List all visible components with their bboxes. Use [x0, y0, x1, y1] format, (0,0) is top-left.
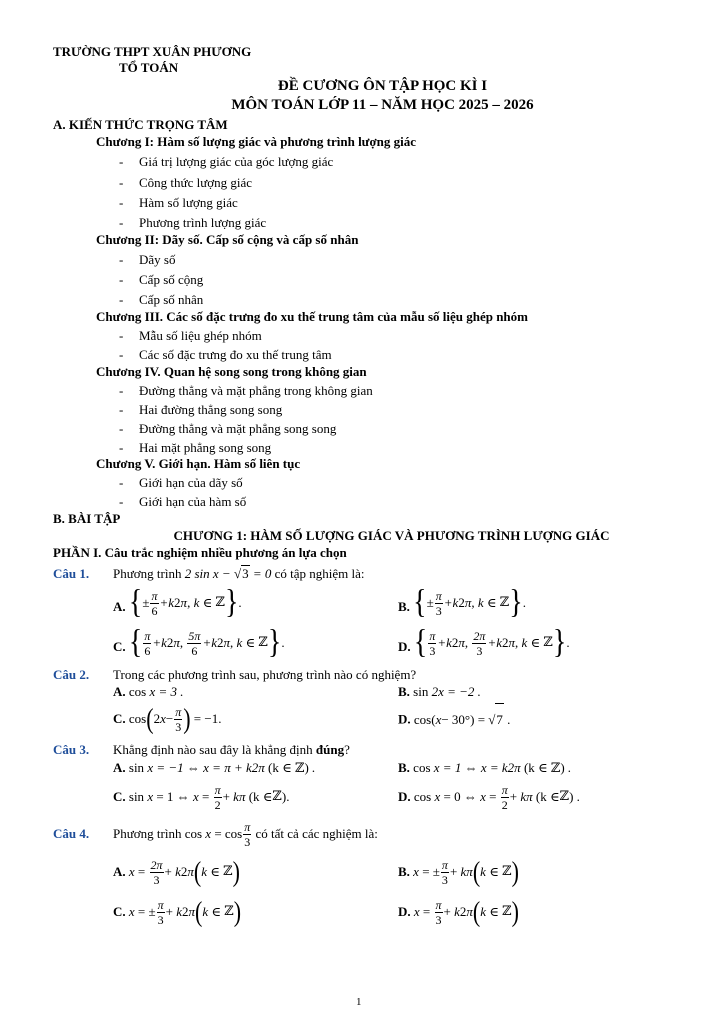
list-bullet: - [119, 328, 124, 343]
question-4-label: Câu 4. [53, 826, 90, 841]
option-a[interactable] [113, 856, 240, 888]
option-expression: { $\frac{\pi}{3}$ +k 2 π , $\frac{2\pi}{3}$ +k 2 π , k ∈ ℤ } . [413, 623, 570, 661]
option-letter: C. [113, 904, 126, 919]
option-letter: B. [398, 864, 410, 879]
chapter-1-title: Chương I: Hàm số lượng giác và phương trình lượng giác [96, 134, 417, 149]
question-text: ? [344, 742, 350, 757]
list-bullet: - [119, 272, 124, 287]
question-text: Khẳng định nào sau đây là khẳng định [113, 742, 316, 757]
list-item: Mẫu số liệu ghép nhóm [139, 328, 262, 343]
option-b[interactable] [398, 856, 519, 888]
question-2-text: Trong các phương trình sau, phương trình nào có nghiệm? [113, 667, 417, 682]
option-b[interactable] [398, 583, 526, 623]
option-expression: x = $\frac{\pi}{3}$ + k 2 π ( k ∈ ℤ ) [413, 895, 519, 928]
option-a[interactable] [113, 684, 184, 700]
question-1-label: Câu 1. [53, 566, 90, 581]
list-item: Hai đường thẳng song song [139, 402, 283, 417]
list-bullet: - [119, 440, 124, 455]
equation: 2 sin x − √3 = 0 [184, 566, 272, 581]
list-item: Công thức lượng giác [139, 175, 253, 190]
section-b-heading: B. BÀI TẬP [53, 511, 121, 526]
option-letter: C. [113, 711, 126, 726]
list-bullet: - [119, 195, 124, 210]
option-d[interactable] [398, 896, 519, 928]
option-a[interactable] [113, 583, 242, 623]
question-3-text [113, 742, 350, 758]
option-letter: A. [113, 864, 126, 879]
page-number: 1 [356, 996, 362, 1008]
list-bullet: - [119, 421, 124, 436]
list-item: Hai mặt phẳng song song [139, 440, 272, 455]
list-item: Các số đặc trưng đo xu thế trung tâm [139, 347, 332, 362]
question-emphasis: đúng [315, 742, 345, 757]
option-letter: A. [113, 684, 126, 699]
list-item: Phương trình lượng giác [139, 215, 267, 230]
chapter-4-title: Chương IV. Quan hệ song song trong không gian [96, 364, 367, 379]
chapter-5-title: Chương V. Giới hạn. Hàm số liên tục [96, 456, 301, 471]
option-letter: B. [398, 684, 410, 699]
option-expression: cos( x − 30°) = √ 7 . [414, 703, 511, 736]
section-a-heading: A. KIẾN THỨC TRỌNG TÂM [53, 117, 228, 132]
option-expression: { $\frac{\pi}{6}$ +k 2 π , $\frac{5\pi}{6}$ +k 2 π , k ∈ ℤ } . [128, 623, 285, 661]
option-expression: x = ± $\frac{\pi}{3}$ + kπ ( k ∈ ℤ ) [413, 855, 519, 888]
option-d[interactable] [398, 781, 580, 813]
list-bullet: - [119, 402, 124, 417]
option-letter: D. [398, 711, 411, 727]
option-c[interactable] [113, 896, 241, 928]
list-item: Giá trị lượng giác của góc lượng giác [139, 154, 334, 169]
option-d[interactable] [398, 623, 570, 663]
list-bullet: - [119, 175, 124, 190]
question-2-label: Câu 2. [53, 667, 90, 682]
option-expression: cos x = 3 . [128, 684, 184, 699]
option-expression: cos x = 1 ⇔ x = k2π (k ∈ ℤ) . [413, 760, 572, 776]
list-bullet: - [119, 383, 124, 398]
option-expression: x = ± $\frac{\pi}{3}$ + k 2 π ( k ∈ ℤ ) [128, 895, 242, 928]
question-text: Phương trình [113, 826, 185, 841]
document-subtitle: MÔN TOÁN LỚP 11 – NĂM HỌC 2025 – 2026 [231, 97, 534, 113]
chapter-3-title: Chương III. Các số đặc trưng đo xu thế trung tâm của mẫu số liệu ghép nhóm [96, 309, 528, 324]
option-expression: x = $\frac{2\pi}{3}$ + k 2 π ( k ∈ ℤ ) [128, 855, 240, 888]
option-letter: C. [113, 639, 126, 654]
chapter-1-exercise-heading: CHƯƠNG 1: HÀM SỐ LƯỢNG GIÁC VÀ PHƯƠNG TRÌNH LƯỢNG GIÁC [173, 528, 610, 543]
list-bullet: - [119, 252, 124, 267]
question-text: có tập nghiệm là: [271, 566, 365, 581]
option-expression: sin 2x = −2 . [413, 684, 481, 699]
list-bullet: - [119, 215, 124, 230]
school-name: TRƯỜNG THPT XUÂN PHƯƠNG [53, 44, 252, 59]
question-1-text [113, 566, 365, 582]
question-text: có tất cả các nghiệm là: [252, 826, 378, 841]
option-c[interactable] [113, 703, 221, 735]
list-item: Đường thẳng và mặt phẳng trong không gian [139, 383, 373, 398]
option-expression: cos ( 2 x − $\frac{\pi}{3}$ ) = −1. [128, 702, 222, 735]
list-item: Đường thẳng và mặt phẳng song song [139, 421, 337, 436]
list-item: Cấp số nhân [139, 292, 204, 307]
list-item: Cấp số cộng [139, 272, 204, 287]
chapter-2-title: Chương II: Dãy số. Cấp số cộng và cấp số nhân [96, 232, 359, 247]
option-letter: D. [398, 904, 411, 919]
document-title: ĐỀ CƯƠNG ÔN TẬP HỌC KÌ I [277, 78, 488, 94]
option-expression: cos x = 0 ⇔ x = $\frac{\pi}{2}$ + kπ (k ∈ ℤ ) . [413, 782, 580, 812]
department-name: TỔ TOÁN [119, 60, 179, 75]
option-letter: C. [113, 789, 126, 804]
option-letter: B. [398, 760, 410, 775]
list-bullet: - [119, 494, 124, 509]
option-b[interactable] [398, 760, 571, 777]
question-text: Phương trình [113, 566, 185, 581]
option-b[interactable] [398, 684, 481, 700]
list-item: Hàm số lượng giác [139, 195, 238, 210]
option-expression: { ± $\frac{\pi}{3}$ +k 2 π , k ∈ ℤ } . [413, 583, 526, 621]
question-4-text [113, 818, 378, 850]
option-expression: sin x = 1 ⇔ x = $\frac{\pi}{2}$ + kπ (k ∈ ℤ ). [128, 782, 290, 812]
list-bullet: - [119, 475, 124, 490]
option-a[interactable] [113, 760, 315, 777]
option-letter: A. [113, 599, 126, 614]
option-expression: sin x = −1 ⇔ x = π + k2π (k ∈ ℤ) . [128, 760, 316, 776]
option-letter: D. [398, 789, 411, 804]
list-item: Giới hạn của dãy số [139, 475, 243, 490]
option-c[interactable] [113, 781, 290, 813]
list-bullet: - [119, 154, 124, 169]
option-c[interactable] [113, 623, 285, 663]
list-item: Dãy số [139, 252, 176, 267]
list-item: Giới hạn của hàm số [139, 494, 247, 509]
option-letter: A. [113, 760, 126, 775]
equation: cos x = cos $\frac{\pi}{3}$ [184, 819, 251, 849]
part-1-heading: PHẦN I. Câu trắc nghiệm nhiều phương án lựa chọn [53, 545, 347, 560]
list-bullet: - [119, 292, 124, 307]
option-letter: D. [398, 639, 411, 654]
list-bullet: - [119, 347, 124, 362]
question-3-label: Câu 3. [53, 742, 90, 757]
option-letter: B. [398, 599, 410, 614]
option-expression: { ± $\frac{\pi}{6}$ +k 2 π , k ∈ ℤ } . [128, 583, 242, 621]
option-d[interactable] [398, 703, 510, 736]
